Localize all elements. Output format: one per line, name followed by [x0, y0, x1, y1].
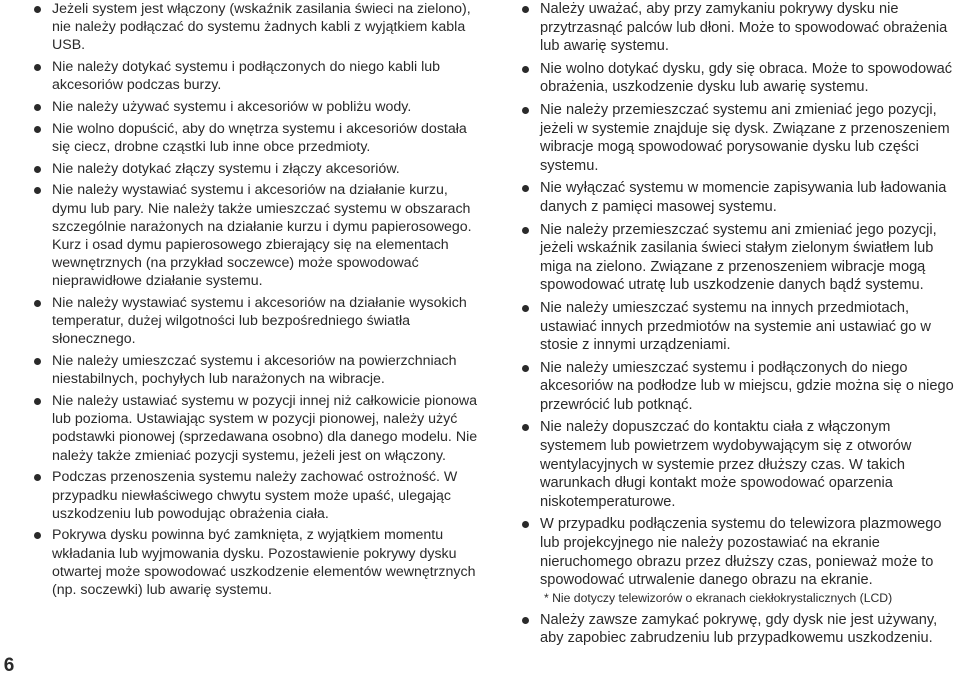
list-item	[518, 60, 958, 97]
list-item	[518, 611, 958, 648]
list-item	[30, 352, 485, 388]
bullet-icon	[34, 187, 41, 194]
right-column	[518, 0, 958, 652]
bullet-icon	[522, 305, 529, 312]
left-column	[30, 0, 485, 603]
list-item	[30, 526, 485, 599]
item-text: Jeżeli system jest włączony (wskaźnik zasilania świeci na zielono), nie należy podłączać do systemu żadnych kabli z wyjątkiem kabla USB.	[52, 1, 471, 54]
bullet-icon	[34, 126, 41, 133]
item-text: Nie należy wystawiać systemu i akcesoriów na działanie kurzu, dymu lub pary. Nie należy także umieszczać systemu w obszarach szczególnie narażonych na działanie kurzu i dymu papierosowego. Kurz i osad dymu papierosowego zbierający się na elementach wewnętrznych (na przykład soczewce) może spowodować nieprawidłowe działanie systemu.	[52, 182, 472, 290]
list-item	[30, 120, 485, 156]
bullet-icon	[522, 424, 529, 431]
item-text: Nie należy umieszczać systemu na innych przedmiotach, ustawiać innych przedmiotów na systemie ani ustawiać go w stosie z innymi urządzeniami.	[540, 299, 931, 354]
item-text: Nie należy dopuszczać do kontaktu ciała z włączonym systemem lub powietrzem wydobywającym się z otworów wentylacyjnych w systemie przez dłuższy czas. W takich warunkach długi kontakt może spowodować oparzenia niskotemperaturowe.	[540, 419, 912, 510]
list-item	[30, 181, 485, 290]
bullet-icon	[522, 66, 529, 73]
item-text: Pokrywa dysku powinna być zamknięta, z wyjątkiem momentu wkładania lub wyjmowania dysku. Pozostawienie pokrywy dysku otwartej może spowodować uszkodzenie elementów wewnętrznych (np. soczewki) lub awarię systemu.	[52, 527, 476, 599]
item-text: Nie należy przemieszczać systemu ani zmieniać jego pozycji, jeżeli wskaźnik zasilania świeci stałym zielonym światłem lub miga na zielono. Związane z przenoszeniem wibracje mogą spowodować utratę lub uszkodzenie danych bądź systemu.	[540, 221, 937, 294]
item-text: Nie należy przemieszczać systemu ani zmieniać jego pozycji, jeżeli w systemie znajduje się dysk. Związane z przenoszeniem wibracje mogą spowodować porysowanie dysku lub części systemu.	[540, 101, 950, 174]
item-text: Nie należy ustawiać systemu w pozycji innej niż całkowicie pionowa lub pozioma. Ustawiając system w pozycji pionowej, należy użyć podstawki pionowej (sprzedawana osobno) dla danego modelu. Nie należy także zmieniać pozycji systemu, jeżeli jest on włączony.	[52, 393, 478, 464]
list-item	[30, 58, 485, 94]
item-text: Należy zawsze zamykać pokrywę, gdy dysk nie jest używany, aby zapobiec zabrudzeniu lub przypadkowemu uszkodzeniu.	[540, 611, 938, 647]
list-item	[518, 0, 958, 56]
list-item	[30, 0, 485, 55]
item-text: Nie wyłączać systemu w momencie zapisywania lub ładowania danych z pamięci masowej systemu.	[540, 180, 947, 215]
bullet-icon	[34, 166, 41, 173]
list-item	[30, 98, 485, 116]
list-item	[30, 468, 485, 523]
item-text: Podczas przenoszenia systemu należy zachować ostrożność. W przypadku niewłaściwego chwytu system może upaść, ulegając uszkodzeniu lub powodując obrażenia ciała.	[52, 469, 458, 522]
list-item	[30, 160, 485, 178]
list-item	[518, 221, 958, 295]
bullet-icon	[34, 6, 41, 13]
list-item	[30, 294, 485, 349]
bullet-icon	[34, 474, 41, 481]
bullet-icon	[34, 300, 41, 307]
bullet-icon	[34, 532, 41, 539]
bullet-icon	[522, 617, 529, 624]
item-text: Nie wolno dotykać dysku, gdy się obraca. Może to spowodować obrażenia, uszkodzenie dysku lub awarię systemu.	[540, 60, 953, 96]
item-text: Nie należy umieszczać systemu i podłączonych do niego akcesoriów na podłodze lub w miejscu, gdzie można się o niego przewrócić lub potknąć.	[540, 359, 954, 413]
item-text: Nie należy używać systemu i akcesoriów w pobliżu wody.	[52, 99, 412, 116]
list-item	[518, 101, 958, 175]
bullet-icon	[522, 521, 529, 528]
page-number: 6	[3, 655, 15, 676]
bullet-icon	[34, 64, 41, 71]
item-text: Nie wolno dopuścić, aby do wnętrza systemu i akcesoriów dostała się ciecz, drobne cząstki lub inne obce przedmioty.	[52, 120, 467, 155]
item-text: Nie należy dotykać systemu i podłączonych do niego kabli lub akcesoriów podczas burzy.	[52, 59, 441, 94]
item-text: Nie należy umieszczać systemu i akcesoriów na powierzchniach niestabilnych, pochyłych lub narażonych na wibracje.	[52, 353, 457, 388]
bullet-icon	[34, 104, 41, 111]
bullet-icon	[522, 365, 529, 372]
bullet-icon	[522, 185, 529, 192]
footnote: * Nie dotyczy telewizorów o ekranach ciekłokrystalicznych (LCD)	[544, 590, 893, 605]
list-item	[518, 359, 958, 415]
list-item	[30, 392, 485, 465]
item-text: W przypadku podłączenia systemu do telewizora plazmowego lub projekcyjnego nie należy pozostawiać na ekranie nieruchomego obrazu przez dłuższy czas, ponieważ może to spowodować utrwalenie danego obrazu na ekranie.	[540, 516, 942, 589]
bullet-icon	[34, 398, 41, 405]
list-item	[518, 299, 958, 355]
list-item	[518, 179, 958, 216]
bullet-icon	[522, 227, 529, 234]
item-text: Nie należy dotykać złączy systemu i złączy akcesoriów.	[52, 160, 400, 177]
item-text: Należy uważać, aby przy zamykaniu pokrywy dysku nie przytrzasnąć palców lub dłoni. Może to spowodować obrażenia lub awarię systemu.	[540, 1, 948, 55]
bullet-icon	[522, 6, 529, 13]
list-item	[518, 418, 958, 511]
list-item	[518, 515, 958, 606]
item-text: Nie należy wystawiać systemu i akcesoriów na działanie wysokich temperatur, dużej wilgotności lub bezpośredniego światła słonecznego.	[52, 295, 467, 348]
bullet-icon	[34, 358, 41, 365]
bullet-icon	[522, 107, 529, 114]
